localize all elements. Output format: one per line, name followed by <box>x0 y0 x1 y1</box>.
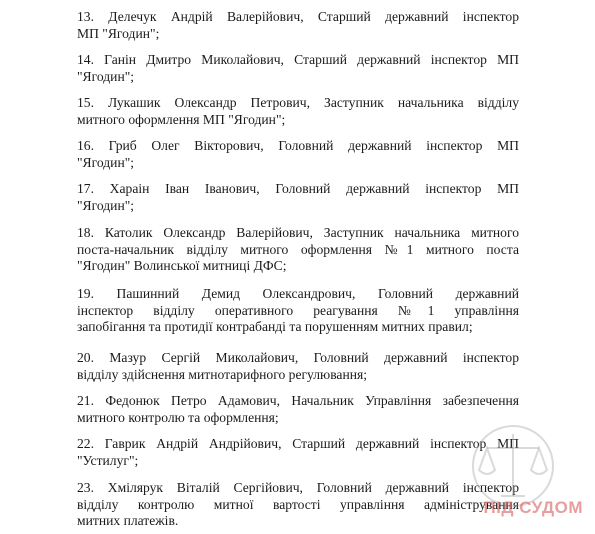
list-item-line: 23. Хмілярук Віталій Сергійович, Головний державний інспектор <box>77 480 519 495</box>
list-item-line: 13. Делечук Андрій Валерійович, Старший державний інспектор <box>77 9 519 24</box>
list-item <box>77 95 519 128</box>
list-item-line: 15. Лукашик Олександр Петрович, Заступник начальника відділу <box>77 95 519 110</box>
list-item <box>77 52 519 85</box>
list-item-line: "Ягодин"; <box>77 154 135 170</box>
watermark <box>462 430 587 520</box>
list-item-line: поста-начальник відділу митного оформлення №1 митного поста <box>77 241 519 257</box>
list-item-line: митного оформлення МП "Ягодин"; <box>77 111 286 127</box>
list-item <box>77 436 519 469</box>
list-item-line: 16. Гриб Олег Вікторович, Головний державний інспектор МП <box>77 138 519 153</box>
list-item-line: інспектор відділу оперативного реагування №1 управління <box>77 302 519 318</box>
list-item-line: МП "Ягодин"; <box>77 25 160 41</box>
list-item-line: митного контролю та оформлення; <box>77 409 279 425</box>
list-item-line: запобігання та протидії контрабанді та порушенням митних правил; <box>77 319 473 334</box>
list-item <box>77 9 519 42</box>
list-item <box>77 225 519 275</box>
list-item-line: відділу здійснення митнотарифного регулювання; <box>77 366 368 382</box>
list-item <box>77 480 519 530</box>
list-item-line: "Ягодин"; <box>77 197 135 213</box>
list-item-line: 14. Ганін Дмитро Миколайович, Старший державний інспектор МП <box>77 52 519 67</box>
list-item <box>77 286 519 336</box>
list-item-line: митних платежів. <box>77 513 179 528</box>
list-item-line: 17. Хараін Іван Іванович, Головний державний інспектор МП <box>77 181 519 196</box>
list-item <box>77 350 519 383</box>
list-item-line: "Устилуг"; <box>77 452 139 468</box>
list-item-line: "Ягодин"; <box>77 68 135 84</box>
list-item <box>77 181 519 214</box>
watermark-text: ПІД СУДОМ <box>483 498 583 517</box>
list-item <box>77 138 519 171</box>
list-item-line: 20. Мазур Сергій Миколайович, Головний державний інспектор <box>77 350 519 365</box>
list-item-line: 19. Пашинний Демид Олександрович, Головний державний <box>77 286 519 301</box>
list-item-line: 21. Федонюк Петро Адамович, Начальник Управління забезпечення <box>77 393 519 408</box>
list-item-line: "Ягодин" Волинської митниці ДФС; <box>77 258 287 273</box>
list-item-line: 22. Гаврик Андрій Андрійович, Старший державний інспектор МП <box>77 436 519 451</box>
list-item <box>77 393 519 426</box>
list-item-line: 18. Католик Олександр Валерійович, Заступник начальника митного <box>77 225 519 240</box>
list-item-line: відділу контролю митної вартості управління адміністрування <box>77 496 519 512</box>
